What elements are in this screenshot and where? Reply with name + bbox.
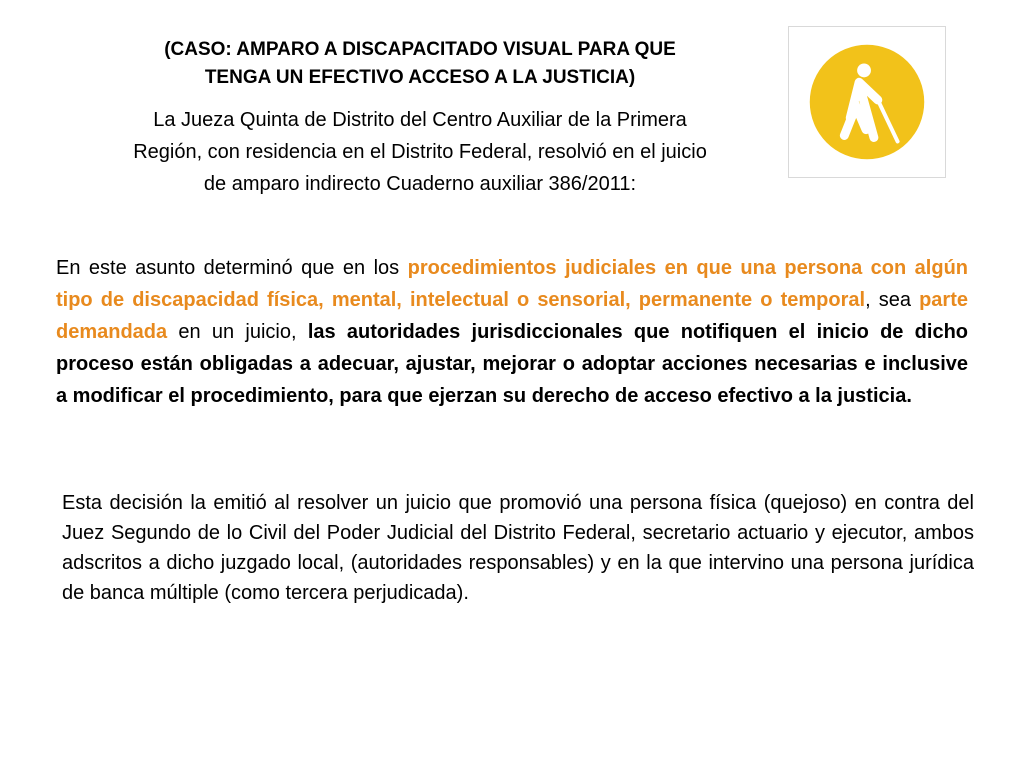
para1-text-2: , sea (865, 289, 920, 311)
intro-text: La Jueza Quinta de Distrito del Centro Auxiliar de la Primera Región, con residencia en el Distrito Federal, resolvió en el juicio de amparo indirecto Cuaderno auxiliar 386/2011: (133, 109, 707, 195)
blind-person-with-cane-icon (789, 27, 945, 177)
para1-highlight-procedures: procedimientos judiciales en que una persona con algún tipo de discapacidad física, mental, intelectual o sensorial, permanente o temporal (56, 257, 968, 311)
para1-highlight-defendant: parte demandada (56, 289, 968, 343)
para1-text-1: En este asunto determinó que en los (56, 257, 408, 279)
title-line-2: TENGA UN EFECTIVO ACCESO A LA JUSTICIA) (204, 67, 636, 88)
slide-title (120, 36, 720, 92)
para1-bold-authorities: las autoridades jurisdiccionales que notifiquen el inicio de dicho proceso están obligadas a adecuar, ajustar, mejorar o adoptar acciones necesarias e inclusive a modificar el procedimiento, para que ejerzan su derecho de acceso efectivo a la justicia. (56, 321, 969, 407)
title-line-1: (CASO: AMPARO A DISCAPACITADO VISUAL PARA QUE (164, 39, 676, 60)
context-paragraph: Esta decisión la emitió al resolver un juicio que promovió una persona física (quejoso) en contra del Juez Segundo de lo Civil del Poder Judicial del Distrito Federal, secretario actuario y ejecutor, ambos adscritos a dicho juzgado local, (autoridades responsables) y en la que intervino una persona jurídica de banca múltiple (como tercera perjudicada). (62, 492, 974, 604)
decision-paragraph (56, 252, 968, 412)
accessibility-logo (788, 26, 946, 178)
para1-text-3: en un juicio, (167, 321, 308, 343)
